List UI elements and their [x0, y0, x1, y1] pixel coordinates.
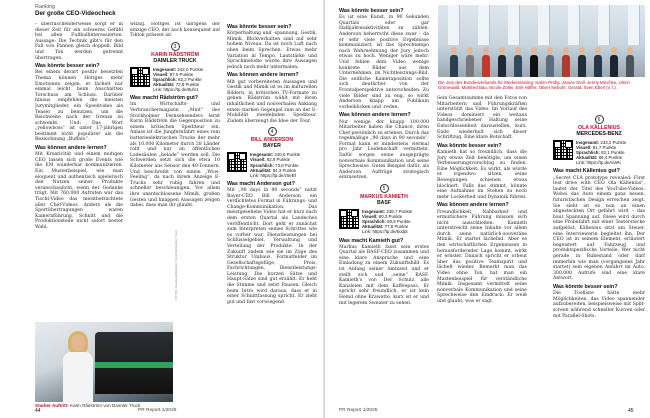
- video-link[interactable]: Link: https://tp.de/8odpt: [362, 229, 408, 235]
- score-block: [130, 67, 220, 92]
- paragraph: Mit gut vorbereiteten Aussagen und Gestik und Mimik ist es im kulturellen Bildern, in kritischen TV-Formate zu gehen. Rådström wählt mit ihren inhaltlichen und nonverbalen Anklang einen starken Gegenpol zum an der E-Mobilität zweifelnden Spediteur. Zudem überzeugt die Idee der Tour.: [227, 79, 317, 124]
- section-title: Der große CEO-Videocheck: [35, 10, 116, 17]
- right-column-3: [553, 112, 645, 407]
- right-column-1: [339, 6, 429, 406]
- rank-number: 3: [171, 42, 180, 51]
- company-name: DAIMLER TRUCK: [153, 57, 197, 64]
- paragraph: Es ist eine Kunst, in 90 Sekunden Quartals oder gar Halbjahresaktivitäten zu zählen. Anderson beherrscht diese zwar – da er sehr viele positive Ergebnisse kommuniziert, ist das Sprechtempo nach Wahrnehmung der Jury jedoch etwas zu hoch. Weniger wäre mehr: Und fehlen dem Video wenige konkrete Bilder aus dem Unternehmen, im Nichtleistungs-Bild. Die seitliche Kameraposition sollte sich deutlicher von der Frontalperspektive unterscheiden. Zu viele Bilder sind zu eng, so wirkt Anderson knapp am Publikum vorbeiblicken und -reden.: [339, 15, 429, 110]
- score-block: [339, 209, 429, 234]
- subheading: Was könnte besser sein?: [35, 63, 100, 70]
- company-name: BASF: [376, 200, 392, 207]
- paragraph: witzig. Höttges ist übrigens der einzige CEO, der auch konsequent auf Tiktok präsent ist.: [130, 22, 220, 39]
- paragraph: Kamieth hat so freundlich, dass die Jury etwas Zeit benötigte, um einen Verbesserungsvorschlag zu finden. Eine Möglichkeit: Es wirkt, als würde er irgendwo sitzen, seine Bewegungen schienen etwas blockiert. Falls das stimmt, könnte eine Aufnahme im Stehen zu noch mehr Lockerheit und Dynamik führen.: [437, 149, 527, 200]
- subheading: Was macht Anderson gut?: [227, 180, 295, 187]
- score-stats: Insgesamt: 242,0 Punkte Visuell: 87,0 Punkte Sprachlich: 82,2 Punkte Aktualität: 72,8 Punkte Link: https://tp.de/8ufv1: [153, 66, 204, 93]
- paragraph: Die Toolliste hätte mehr Möglichkeiten, das Video spannender aufzubereiten, beispielsweise mit Split-screen während schneller Kurven oder mit Parallel-Shots.: [553, 291, 645, 319]
- score-stats: Insgesamt: 240,6 Punkte Visuell: 82,6 Punkte Sprachlich: 73,8 Punkte Aktualität: 84,3 Punkte Link: https://tp.de/z5eBf: [250, 152, 301, 178]
- page-number: 44: [35, 408, 41, 414]
- video-link[interactable]: Link: https://tp.de/s/aRi: [576, 160, 621, 166]
- ceo-name: BILL ANDERSON: [250, 137, 294, 144]
- paragraph: – überraschenderweise sorgt er in dieser Zeit für ein schweres Gefühl bei allen Fußballinteressierten. Aussage: Die Technik gibt's für den Fall von Pannen gleich doppelt. Bild und Ton werden getrennt übertragen.: [35, 22, 123, 61]
- right-page: [325, 0, 650, 418]
- kicker: Ranking: [35, 4, 56, 10]
- ceo-name: MARKUS KAMIETH: [360, 194, 408, 201]
- score-stats: Insgesamt: 233,2 Punkte Visuell: 81,7 Punkte Sprachlich: 82,1 Punkte Aktualität: 69,4 Punkte Link: https://tp.de/s/aRi: [576, 140, 627, 166]
- paragraph: Markus Kamieth fasst sein erstes Quartal als BASF-CEO zusammen und eine klare Ansprache und eine Einladung zu einem Zukunftsbild. Es ist Anfang seiner Amtszeit und er stellt sich und „seine“ BASF, Kamieth's vor: Der Schutz alle Kanzleien mit dem Kaffeepass. Er spricht sehr freundlich, er ist kein Hemd ohne Krawatte, kurz ist er und mit legerem Sweater zu sehen.: [339, 244, 429, 306]
- subheading: Was macht Rådström gut?: [130, 95, 199, 102]
- ceo-name: OLA KÄLLENIUS: [578, 125, 620, 131]
- subheading: Was könnte besser sein?: [437, 142, 502, 149]
- score-block: [227, 152, 317, 177]
- video-link[interactable]: Link: https://tp.de/z5eBf: [250, 172, 296, 178]
- paragraph: Im Wirtschafts- und Verbrauchermagazin „Mint“ des Stockholmer Fernsehsenders lernt Karin Rådström die Gegenposition zu einem kritischen Spediteur ein. Anlass ist die Jungfernfahrt eines rein batterieelektrischen Trucks der mehr als 10.000 Kilometer durch 28 Länder rollt und nur an öffentlichen Ladesäulen „belade“ werden soll. Die Schwerden setzt sich die etwa 10 Kilometer aus Sensor den 40-Tonnern. Und beschreibt von einem „Wow-Feeling“, da nach ihrem Anzeige E-Trucks sehr ruhig fahren und schneller beschleunigen. Vor allem ihre unentschlossene Mimik, großen Gesten und knappen Aussagen zeigen dabei, dass man ihr glaubt.: [130, 102, 220, 209]
- photo-caption: Starker Auftritt: Karin Rådström von Daimler Truck.: [35, 403, 142, 408]
- qr-code-icon: [553, 140, 573, 160]
- subheading: Was könnte besser sein?: [339, 8, 404, 14]
- subheading: Was können andere lernen?: [35, 145, 107, 152]
- qr-code-icon: [130, 67, 150, 87]
- qr-code-icon: [227, 152, 247, 172]
- subheading: Was macht Källenius gut?: [553, 168, 620, 175]
- rank-number: 6: [595, 115, 604, 124]
- qr-code-icon: [339, 209, 359, 229]
- page-number: 45: [628, 408, 634, 414]
- ceo-name: KARIN RÅDSTRÖM: [151, 51, 199, 58]
- score-block: [553, 140, 645, 165]
- left-page: [0, 0, 324, 418]
- left-column-3: [227, 22, 317, 407]
- rank-number: 5: [380, 184, 389, 193]
- paragraph: Sein Gesamtsumme mit den Fotos von Mitarbeitern und Führungskräften unterstützt das Video. Im Vorlauf des Videos dominiert ein weitaus handgeschriebener Haltung seine Entschlossenheit darzustellen, kurz. Ende wiederholt sich dieser Schriftzug. Eine klare Botschaft.: [437, 96, 527, 141]
- left-column-1: [35, 22, 123, 320]
- magazine-issue: PR Report 1/2025: [339, 408, 378, 413]
- rank-number: 4: [268, 127, 277, 136]
- subheading: Was können andere lernen?: [437, 202, 509, 209]
- subheading: Was macht Kamieth gut?: [339, 237, 404, 244]
- photo-credit: FOTOS: Fotodienst/Daimler Truck AG/Daimler Truck: [174, 230, 178, 300]
- company-name: BAYER: [263, 143, 281, 150]
- jury-group-photo: [438, 5, 645, 77]
- subheading: Was könnte besser sein?: [227, 24, 292, 30]
- paragraph: Mit Kreativität und einem mutigen CEO lassen sich große Events wie die EM wunderbar kommunizieren. Ein Musterbeispiel, wie man eloquent und authentisch spielerisch den Nutzen seiner Produkte veranschaulicht, wenn der Gedanke trägt. Mit 760.000 Aufrufen war das Tischt-Video das meistbetrachtete aller Chef-Videos. Anders als die Sportübertragungen waren Kameraführung, Schnitt und die Produktionsteile nicht sofort bester Wahl.: [35, 152, 123, 230]
- person-image: [60, 334, 96, 402]
- subheading: Was können andere lernen?: [339, 112, 411, 119]
- paragraph: „Secret CLA prototype revealed: First test drive with CEO Ola Källenius“, lautet der Titel des YouTube-Videos. Wobei das Auto einem ganz neuen, futuristischen Design erreichen zeigt. Sie sieht ist es nun an einen abgesteckten Ort gefahrt wird – das baut Spannung auf. Diese wird durch eine Probefahrt mit einer Testerstecke aufgelöst. Källenius sitzt am Steuer, eine Interviewerin begleitet ihn. Der CEO ist in seinem Element, erläutert begeistert auf Fahrzeug und produktspezifische Vorteile. Wer nicht gerade in Ruhestand oder darf immerhin wie man (vorgangenes Jahr startet) sein eigenen Anfahrt im Auto. 300.000 Aufrufe sind eine klare Antwort.: [553, 175, 645, 282]
- paragraph: Mit „90 days in 90 seconds“ nutzt Bayer-CEO Bill Anderson ein verdichtetes Format in Führungs- und Change-Kommunikation. Das meistgesehene Video hat er kurz nach dem ersten Quartal als Landeches veröffentlicht. Dort geht er zunächst zum Interpreten seines Schrittes wie es vorher war, Dienstleistungen bei Schlüsselgebiet, Verwaltung und Verteilung der Produkte. In der Zukunft zudem wie sie im Zuge des Struktur Umbaus. Formatfelder im Gesellschaftsgefüge, Preis, Fachrichtungen, Dienstleistungs-Leistung. Die kurzen Sätze und Haupt-Sätze sind gut erzählt. Er hebt die Stimme und setzt Pausen. Gleich beim Intro wird daraus, dass er in einer Schnittfassung spricht. Er zieht gut und fast vorwiegend.: [227, 187, 317, 305]
- ranking-profile-5: [339, 184, 429, 206]
- score-stats: Insgesamt: 238,7 Punkte Visuell: 80,3 Punkte Sprachlich: 80,6 Punkte Aktualität: 77,8 Punkte Link: https://tp.de/8odpt: [362, 209, 413, 235]
- paragraph: Körperhaltung und -spannung, Gestik, Mimik, Blickverhalten sind auf sehr hohem Niveau. Da ist noch Luft nach oben beim Sprechen. Etwas mehr Variation in Tempo, Lautstärke und Sprachmelodie würde ihre Aussagen jedoch noch mehr untermalen.: [227, 31, 317, 70]
- subheading: Was können andere lernen?: [227, 72, 299, 79]
- subheading: Was könnte besser sein?: [553, 283, 618, 290]
- company-name: MERCEDES-BENZ: [576, 131, 622, 137]
- ranking-profile-3: [130, 42, 220, 64]
- paragraph: Bei einem derart positiv besetzten Thema können Höttges mehr Emotionen zeigen, er lächelt nur einmal leicht beim Anschnitten Torschuss am Schluss. Darüber hinaus empfehlen die meisten Jurymitglieder, ein Speedvideo als Teaser zu benutzen, um die Reichweite nach der Grenze zu schwenkt. Und: Das Wort „yellowboss“ ist unter 17-jährigen bestimmt nicht populärer als die Bezeichnung „Buffalo“.: [35, 70, 123, 143]
- jury-photo-caption: Die Jury des Bundesverbands für Medientraining: Katrin Prüfig, Janine Stoll, Jenny Mischke, Ulrich Grünewald, Manfred Bau, Nicole Zöller, Erik Häffer, Oliver Nebuhr, Gerald, Sven Eberl (v. l.).: [438, 80, 630, 91]
- ranking-profile-4: [227, 127, 317, 149]
- paragraph: Nur wenige der knapp 100.000 Mitarbeiter haben die Chance, ihren Chef persönlich zu erleben. Durch das regelmäßige „90 days in 90 seconds“-Format kann er mindestens viermal pro Jahr Leidenschaft vermitteln. Dafür sorgen seine ausgeprägte nonverbale Kommunikation und seine Sprechweise. Gutes Beispiel dafür, als Anderson Aufträge strategisch einzusetzen.: [339, 119, 429, 181]
- magazine-issue: PR Report 1/2025: [138, 408, 177, 413]
- photo-karin-radstrom: [35, 322, 173, 402]
- ranking-profile-6: [553, 115, 645, 137]
- paragraph: Freundlichkeit, Nahbarkeit und ermutlichere Führung müssen sich nicht ausschließen. Kamieth unterstreicht seine Inhalte vor allem durch seine natürlich-souveräne Mimik. Er startet lächelnd. Aber es den wirtschaftlichen Ergebnissen in herausfordernder Lage kommt, wirkt er ernster. Danach spricht er orbeut über das positive Teamspirit und lächelt wieder. Bemerkt man das Video ohne Ton, hat man ein Mastenbeispiel für verständliche Mimik. Insgesamt vermittelt seine nonverbale Kommunikation und seine Sprechweise den Eindruck: Er weiß und glaubt, was er sagt.: [437, 209, 527, 304]
- video-link[interactable]: Link: https://tp.de/8ufv1: [153, 87, 199, 93]
